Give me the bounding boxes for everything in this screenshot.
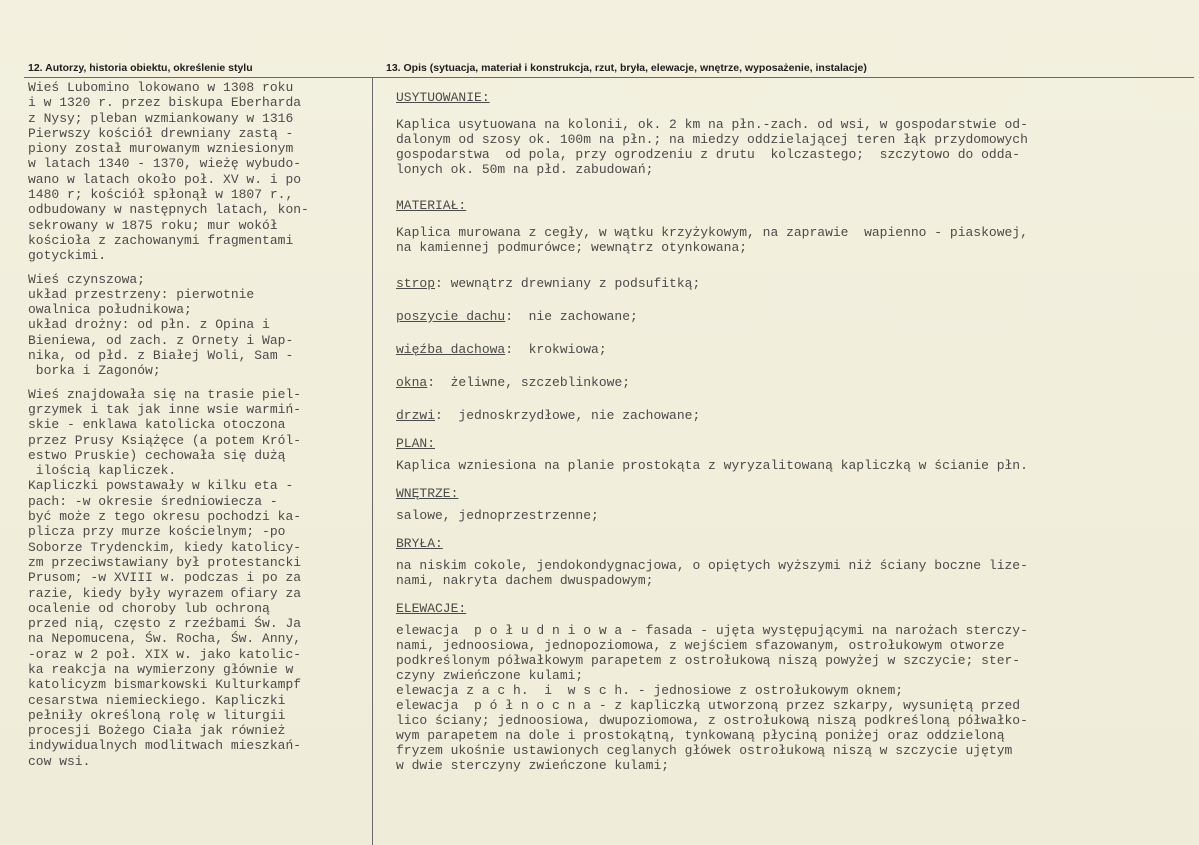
value-drzwi: : jednoskrzydłowe, nie zachowane; xyxy=(435,408,701,423)
label-okna: okna xyxy=(396,375,428,390)
row-poszycie-dachu xyxy=(396,309,1196,324)
section-body-bryla: na niskim cokole, jendokondygnacjowa, o opiętych wyższymi niż ściany boczne lize- nami, nakryta dachem dwuspadowym; xyxy=(396,558,1028,588)
column-divider xyxy=(372,77,373,845)
label-wiezba-dachowa: więźba dachowa xyxy=(396,342,506,357)
history-paragraph-founding: Wieś Lubomino lokowano w 1308 roku i w 1320 r. przez biskupa Eberharda z Nysy; pleban wzmiankowany w 1316 Pierwszy kościół drewniany zastą - piony został murowanym wzniesionym w latach 1340 - 1370, wieżę wybudo- wano w latach około poł. XV w. i po 1480 r; kościół spłonął w 1807 r., odbudowany w następnych latach, kon- sekrowany w 1875 roku; mur wokół kościoła z zachowanymi fragmentami gotyckimi. xyxy=(28,80,309,264)
history-column xyxy=(28,80,368,769)
history-paragraph-chapels: Wieś znajdowała się na trasie piel- grzymek i tak jak inne wsie warmiń- skie - enklawa katolicka otoczona przez Prusy Książęce (a potem Król- estwo Pruskie) cechowała się dużą ilością kapliczek. Kapliczki powstawały w kilku eta - pach: -w okresie średniowiecza - być może z tego okresu pochodzi ka- plicza przy murze kościelnym; -po Soborze Trydenckim, kiedy katolicy- zm przeciwstawiany był protestancki Prusom; -w XVIII w. podczas i po za razie, kiedy były wyrazem ofiary za ocalenie od choroby lub ochroną przed nią, często z rzeźbami Św. Ja na Nepomucena, Św. Rocha, Św. Anny, -oraz w 2 poł. XIX w. jako katolic- ka reakcja na wymierzony głównie w katolicyzm bismarkowski Kulturkampf cesarstwa niemieckiego. Kapliczki pełniły określoną rolę w liturgii procesji Bożego Ciała jak również indywidualnych modlitwach mieszkań- cow wsi. xyxy=(28,386,302,769)
row-okna xyxy=(396,375,1196,390)
value-strop: : wewnątrz drewniany z podsufitką; xyxy=(435,276,701,291)
section-body-wnetrze: salowe, jednoprzestrzenne; xyxy=(396,508,599,523)
value-wiezba-dachowa: : krokwiowa; xyxy=(505,342,607,357)
row-wiezba-dachowa xyxy=(396,342,1196,357)
value-okna: : żeliwne, szczeblinkowe; xyxy=(427,375,631,390)
header-rule xyxy=(24,77,1194,78)
left-column-header: 12. Autorzy, historia obiektu, określenie stylu xyxy=(28,62,253,74)
section-body-elewacje: elewacja p o ł u d n i o w a - fasada - ujęta występującymi na narożach sterczy- nami, jednoosiowa, jednopoziomowa, z wejściem sfazowanym, ostrołukowym otworze podkreślonym półwałkowym parapetem z ostrołukową niszą powyżej w szczycie; ster- czyny zwieńczone kulami; elewacja z a c h. i w s c h. - jednosiowe z ostrołukowym oknem; elewacja p ó ł n o c n a - z kapliczką utworzoną przez szkarpy, wysuniętą przed lico ściany; jednoosiowa, dwupoziomowa, z ostrołukową niszą podkreśloną półwałko- wym parapetem na dole i prostokątną, tynkowaną płyciną poniżej oraz oddzieloną fryzem ukośnie ustawionych ceglanych główek ostrołukową niszą w szczycie ujętym w dwie sterczyny zwieńczone kulami; xyxy=(396,623,1028,773)
section-title-usytuowanie: USYTUOWANIE: xyxy=(396,90,490,105)
value-poszycie-dachu: : nie zachowane; xyxy=(505,309,638,324)
section-body-material: Kaplica murowana z cegły, w wątku krzyżykowym, na zaprawie wapienno - piaskowej, na kamiennej podmurówce; wewnątrz otynkowana; xyxy=(396,225,1028,255)
section-title-material: MATERIAŁ: xyxy=(396,198,467,213)
section-title-elewacje: ELEWACJE: xyxy=(396,601,467,616)
label-drzwi: drzwi xyxy=(396,408,436,423)
section-title-bryla: BRYŁA: xyxy=(396,536,443,551)
right-column-header: 13. Opis (sytuacja, materiał i konstrukcja, rzut, bryła, elewacje, wnętrze, wyposażenie, instalacje) xyxy=(386,62,867,74)
row-strop xyxy=(396,276,1196,291)
description-column xyxy=(396,90,1196,773)
section-title-wnetrze: WNĘTRZE: xyxy=(396,486,459,501)
section-body-plan: Kaplica wzniesiona na planie prostokąta z wyryzalitowaną kapliczką w ścianie płn. xyxy=(396,458,1028,473)
row-drzwi xyxy=(396,408,1196,423)
history-paragraph-village-layout: Wieś czynszowa; układ przestrzeny: pierwotnie owalnica południkowa; układ drożny: od płn. z Opina i Bieniewa, od zach. z Ornety i Wap- nika, od płd. z Białej Woli, Sam - borka i Zagonów; xyxy=(28,271,294,379)
section-body-usytuowanie: Kaplica usytuowana na kolonii, ok. 2 km na płn.-zach. od wsi, w gospodarstwie od- dalonym od szosy ok. 100m na płn.; na miedzy oddzielającej teren łąk przydomowych gospodarstwa od pola, przy ogrodzeniu z drutu kolczastego; szczytowo do odda- lonych ok. 50m na płd. zabudowań; xyxy=(396,117,1028,177)
label-poszycie-dachu: poszycie dachu xyxy=(396,309,506,324)
label-strop: strop xyxy=(396,276,436,291)
section-title-plan: PLAN: xyxy=(396,436,436,451)
